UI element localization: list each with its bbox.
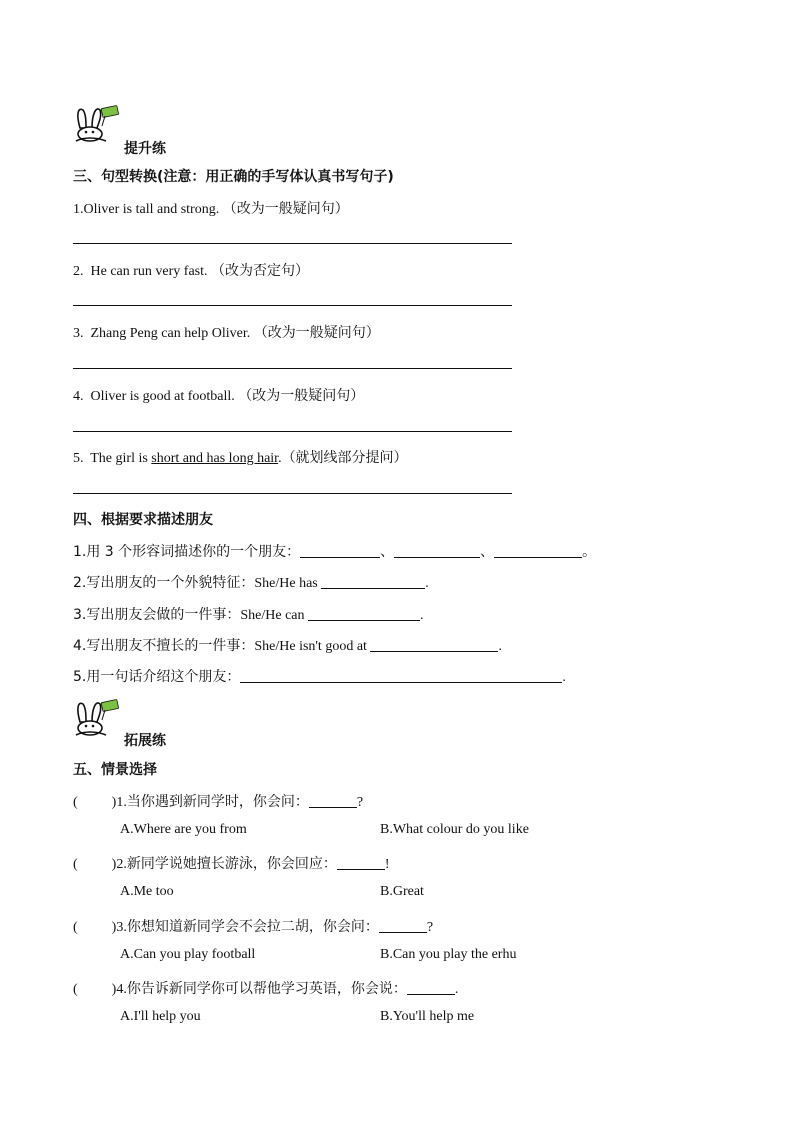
choice-question-5-3: ( )3.你想知道新同学会不会拉二胡，你会问： ? bbox=[73, 919, 434, 935]
question-4-1: 1.用 3 个形容词描述你的一个朋友： 、 、 。 bbox=[73, 544, 597, 560]
section-upgrade-label: 提升练 bbox=[124, 141, 166, 157]
question-4-2: 2.写出朋友的一个外貌特征：She/He has . bbox=[73, 575, 429, 591]
answer-line-3-3[interactable] bbox=[73, 368, 512, 369]
option-5-1-a[interactable]: A.Where are you from bbox=[120, 822, 247, 837]
blank-5-4[interactable] bbox=[407, 980, 455, 995]
option-5-2-a[interactable]: A.Me too bbox=[120, 884, 174, 899]
blank-5-3[interactable] bbox=[379, 918, 427, 933]
bunny-mascot-icon bbox=[74, 698, 120, 743]
question-4-4: 4.写出朋友不擅长的一件事：She/He isn't good at . bbox=[73, 638, 502, 654]
option-5-3-a[interactable]: A.Can you play football bbox=[120, 947, 256, 962]
blank-4-4[interactable] bbox=[370, 637, 498, 652]
blank-5-2[interactable] bbox=[337, 855, 385, 870]
question-3-4: 4. Oliver is good at football. （改为一般疑问句） bbox=[73, 388, 365, 404]
choice-question-5-2: ( )2.新同学说她擅长游泳，你会回应： ! bbox=[73, 856, 390, 872]
blank-4-1b[interactable] bbox=[394, 543, 480, 558]
question-4-5: 5.用一句话介绍这个朋友： . bbox=[73, 669, 566, 685]
section-extend-label: 拓展练 bbox=[124, 733, 166, 749]
answer-line-3-1[interactable] bbox=[73, 243, 512, 244]
bunny-mascot-icon bbox=[74, 104, 120, 149]
blank-4-3[interactable] bbox=[308, 606, 420, 621]
section3-title: 三、句型转换(注意：用正确的手写体认真书写句子) bbox=[73, 169, 394, 185]
option-5-4-a[interactable]: A.I'll help you bbox=[120, 1009, 201, 1024]
answer-line-3-5[interactable] bbox=[73, 493, 512, 494]
section5-title: 五、情景选择 bbox=[73, 762, 157, 778]
choice-question-5-4: ( )4.你告诉新同学你可以帮他学习英语，你会说： . bbox=[73, 981, 459, 997]
question-3-2: 2. He can run very fast. （改为否定句） bbox=[73, 263, 310, 279]
question-3-5: 5. The girl is short and has long hair.（就划线部分提问） bbox=[73, 450, 408, 466]
option-5-2-b[interactable]: B.Great bbox=[380, 884, 424, 899]
answer-line-3-4[interactable] bbox=[73, 431, 512, 432]
question-4-3: 3.写出朋友会做的一件事：She/He can . bbox=[73, 607, 424, 623]
underlined-phrase: short and has long hair bbox=[151, 451, 279, 466]
blank-4-1a[interactable] bbox=[300, 543, 380, 558]
question-3-1: 1.Oliver is tall and strong. （改为一般疑问句） bbox=[73, 201, 349, 217]
blank-4-1c[interactable] bbox=[494, 543, 582, 558]
blank-5-1[interactable] bbox=[309, 793, 357, 808]
option-5-4-b[interactable]: B.You'll help me bbox=[380, 1009, 475, 1024]
blank-4-5[interactable] bbox=[240, 668, 562, 683]
answer-line-3-2[interactable] bbox=[73, 305, 512, 306]
question-3-3: 3. Zhang Peng can help Oliver. （改为一般疑问句） bbox=[73, 325, 380, 341]
option-5-1-b[interactable]: B.What colour do you like bbox=[380, 822, 529, 837]
option-5-3-b[interactable]: B.Can you play the erhu bbox=[380, 947, 517, 962]
section4-title: 四、根据要求描述朋友 bbox=[73, 512, 213, 528]
blank-4-2[interactable] bbox=[321, 574, 425, 589]
choice-question-5-1: ( )1.当你遇到新同学时，你会问： ? bbox=[73, 794, 364, 810]
